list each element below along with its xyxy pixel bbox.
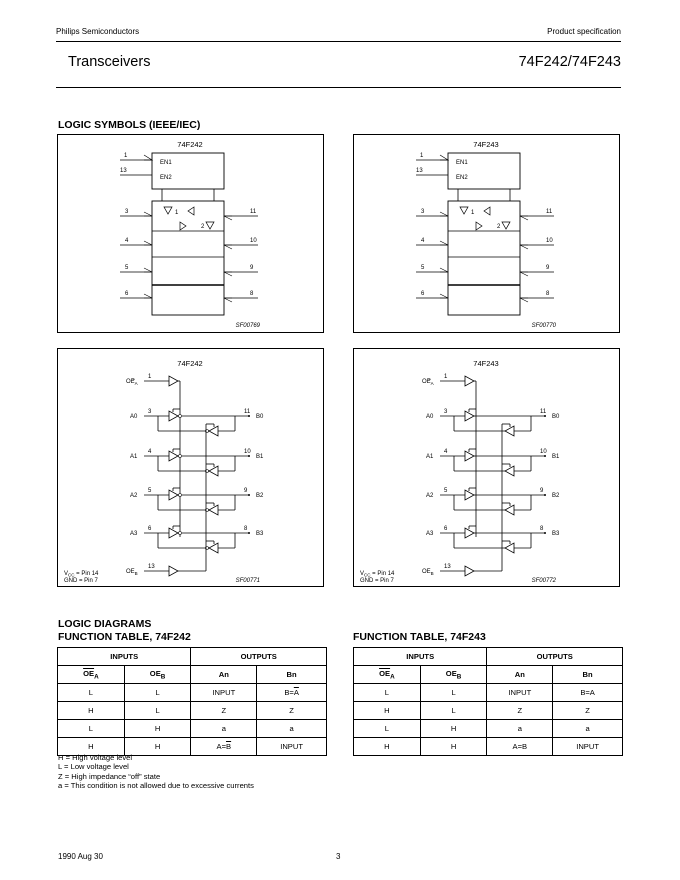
pin-label: 11 [546, 209, 553, 215]
drawing-code: SF00769 [235, 323, 260, 329]
part-number: 74F242/74F243 [518, 54, 621, 70]
note-a: a = This condition is not allowed due to excessive currents [58, 781, 254, 791]
outputs-header: OUTPUTS [191, 648, 327, 666]
pin-label: 6 [421, 291, 425, 297]
header-rule-top [56, 41, 621, 42]
pin-arrow [144, 212, 152, 216]
table-cell: L [354, 720, 421, 738]
vcc-text: V [64, 571, 69, 577]
en1-arrow [144, 155, 152, 160]
logic-diagram-74f242 [57, 348, 324, 587]
table-cell: INPUT [487, 684, 553, 702]
logic-symbol-74f243 [353, 134, 620, 333]
pin-label: 6 [444, 526, 448, 532]
table-cell: L [124, 702, 191, 720]
pin-arrow [520, 245, 528, 249]
table-cell: L [420, 702, 487, 720]
b-to-a-buffer [505, 466, 514, 476]
pin-label: 10 [540, 449, 547, 455]
b-to-a-buffer [209, 426, 218, 436]
a-to-b-buffer [465, 528, 474, 538]
pin-label: 1 [444, 374, 448, 380]
pin-label: 4 [421, 238, 425, 244]
pin-label: 5 [444, 488, 448, 494]
pin-label: 10 [244, 449, 251, 455]
buffer-triangle-right [180, 222, 186, 230]
table-cell: H [420, 720, 487, 738]
pin-label: 3 [125, 209, 129, 215]
invert-bubble [179, 415, 182, 418]
a-to-b-buffer [169, 411, 178, 421]
buffer-triangle-left [484, 207, 490, 215]
pin-label: 5 [421, 265, 425, 271]
pin-label: 11 [244, 409, 251, 415]
pin-label: 13 [120, 168, 127, 174]
gnd-label: GND = Pin 7 [360, 578, 394, 584]
pin-label: 9 [244, 488, 248, 494]
b-label: B3 [256, 531, 264, 537]
logic-diagram-drawing [354, 349, 619, 586]
table-cell: Z [553, 702, 623, 720]
en-label: EN2 [456, 175, 468, 181]
b-to-a-buffer [505, 426, 514, 436]
a-label: A0 [130, 414, 138, 420]
pin-label: 9 [546, 265, 550, 271]
invert-bubble [179, 455, 182, 458]
junction-dot [544, 532, 546, 534]
oea-label [126, 379, 138, 386]
note-h: H = High voltage level [58, 753, 133, 762]
oea-text: OE [126, 379, 135, 385]
pin-arrow [144, 241, 152, 245]
company-name: Philips Semiconductors [56, 27, 140, 36]
pin-arrow [440, 294, 448, 298]
table-cell: L [354, 684, 421, 702]
oeb-subscript: B [430, 571, 434, 576]
pin-label: 4 [444, 449, 448, 455]
vcc-rest: = Pin 14 [370, 571, 395, 577]
vcc-label [64, 571, 99, 578]
table-cell: a [191, 720, 257, 738]
table-row [354, 738, 623, 756]
table-cell: H [58, 738, 125, 756]
section-function-table-242: FUNCTION TABLE, 74F242 [58, 631, 191, 643]
oea-subscript: A [430, 381, 434, 386]
diagram-part-label: 74F243 [473, 359, 499, 368]
table-cell: a [553, 720, 623, 738]
a-to-b-buffer [169, 490, 178, 500]
col-oeb: $OE_B$ [420, 666, 487, 684]
outputs-header: OUTPUTS [487, 648, 623, 666]
table-cell: H [58, 702, 125, 720]
pin-arrow [224, 298, 232, 302]
table-cell: H [124, 738, 191, 756]
a-label: A1 [130, 454, 138, 460]
a-label: A2 [130, 493, 138, 499]
pin-label: 1 [124, 153, 128, 159]
junction-dot [248, 455, 250, 457]
oea-label [422, 379, 434, 386]
buffer-triangle-down [164, 207, 172, 214]
note-l: L = Low voltage level [58, 762, 129, 772]
table-cell: INPUT [257, 738, 327, 756]
pin-label: 8 [244, 526, 248, 532]
pin-label: 6 [125, 291, 129, 297]
a-label: A2 [426, 493, 434, 499]
oeb-text: OE [422, 569, 431, 575]
pin-label: 10 [546, 238, 553, 244]
table-cell: H [354, 702, 421, 720]
inputs-header: INPUTS [58, 648, 191, 666]
footer-date: 1990 Aug 30 [58, 852, 103, 861]
pin-arrow [520, 298, 528, 302]
oeb-text: OE [126, 569, 135, 575]
pin-label: 5 [148, 488, 152, 494]
invert-bubble [179, 532, 182, 535]
pin-label: 4 [125, 238, 129, 244]
b-label: B3 [552, 531, 560, 537]
b-to-a-buffer [209, 505, 218, 515]
inner-label: 1 [175, 210, 179, 216]
pin-label: 4 [148, 449, 152, 455]
pin-arrow [224, 216, 232, 220]
oea-buffer [465, 376, 474, 386]
table-cell: H [420, 738, 487, 756]
header-rule-bottom [56, 87, 621, 88]
pin-label: 5 [125, 265, 129, 271]
table-row [354, 684, 623, 702]
table-cell: a [487, 720, 553, 738]
b-to-a-buffer [505, 543, 514, 553]
table-cell: H [354, 738, 421, 756]
pin-arrow [440, 212, 448, 216]
invert-bubble [179, 494, 182, 497]
table-cell: a [257, 720, 327, 738]
col-oea: $\overline{OE}_A$ [58, 666, 125, 684]
b-label: B1 [256, 454, 264, 460]
b-to-a-buffer [505, 505, 514, 515]
drawing-code: SF00771 [235, 578, 260, 584]
pin-label: 6 [148, 526, 152, 532]
inner-label: 2 [201, 224, 205, 230]
col-an: An [191, 666, 257, 684]
col-oeb: $OE_B$ [124, 666, 191, 684]
table-cell: L [420, 684, 487, 702]
table-cell: Z [191, 702, 257, 720]
table-row [354, 720, 623, 738]
col-bn: Bn [257, 666, 327, 684]
table-cell: L [58, 720, 125, 738]
buffer-triangle-down [460, 207, 468, 214]
pin-label: 3 [148, 409, 152, 415]
logic-diagram-drawing [58, 349, 323, 586]
main-block [448, 201, 520, 315]
table-cell: Z [257, 702, 327, 720]
table-cell: H [124, 720, 191, 738]
note-z: Z = High impedance “off” state [58, 771, 161, 781]
logic-symbol-74f242 [57, 134, 324, 333]
table-cell: Z [487, 702, 553, 720]
col-oea: $\overline{OE}_A$ [354, 666, 421, 684]
pin-arrow [144, 294, 152, 298]
a-to-b-buffer [169, 528, 178, 538]
buffer-triangle-left [188, 207, 194, 215]
junction-dot [248, 494, 250, 496]
pin-label: 9 [250, 265, 254, 271]
pin-label: 8 [546, 291, 550, 297]
junction-dot [248, 415, 250, 417]
pin-label: 3 [444, 409, 448, 415]
b-label: B0 [256, 414, 264, 420]
pin-arrow [224, 245, 232, 249]
control-block [152, 153, 224, 189]
inverted-term: $\overline{A}$ [293, 688, 299, 697]
buffer-triangle-right [476, 222, 482, 230]
table-cell: B=A [553, 684, 623, 702]
pin-arrow [520, 216, 528, 220]
pin-arrow [224, 272, 232, 276]
col-bn: Bn [553, 666, 623, 684]
a-label: A3 [130, 531, 138, 537]
drawing-code: SF00770 [531, 323, 556, 329]
function-table-74f242 [57, 647, 327, 756]
pin-label: 8 [250, 291, 254, 297]
a-to-b-buffer [465, 490, 474, 500]
pin-label: 13 [444, 564, 451, 570]
b-label: B0 [552, 414, 560, 420]
table-row [58, 684, 327, 702]
inputs-header: INPUTS [354, 648, 487, 666]
symbol-part-label: 74F242 [177, 140, 203, 149]
pin-label: 13 [148, 564, 155, 570]
pin-label: 11 [540, 409, 547, 415]
document-title: Transceivers [68, 54, 151, 70]
section-function-table-243: FUNCTION TABLE, 74F243 [353, 631, 486, 643]
table-row [354, 702, 623, 720]
logic-symbol-drawing [58, 135, 323, 332]
vcc-text: V [360, 571, 365, 577]
inner-label: 1 [471, 210, 475, 216]
table-row [58, 702, 327, 720]
b-label: B2 [256, 493, 264, 499]
a-to-b-buffer [465, 451, 474, 461]
gnd-label: GND = Pin 7 [64, 578, 98, 584]
pin-arrow [440, 268, 448, 272]
en-label: EN1 [456, 160, 468, 166]
pin-label: 10 [250, 238, 257, 244]
section-logic-symbols: LOGIC SYMBOLS (IEEE/IEC) [58, 119, 201, 131]
a-label: A1 [426, 454, 434, 460]
a-to-b-buffer [169, 451, 178, 461]
table-cell: $B=\overline{A}$ [257, 684, 327, 702]
inverted-term: $\overline{B}$ [226, 742, 232, 751]
table-cell: $A=\overline{B}$ [191, 738, 257, 756]
vcc-label [360, 571, 395, 578]
oea-subscript: A [134, 381, 138, 386]
junction-dot [544, 415, 546, 417]
control-block [448, 153, 520, 189]
pin-label: 11 [250, 209, 257, 215]
pin-arrow [440, 241, 448, 245]
inner-label: 2 [497, 224, 501, 230]
a-to-b-buffer [465, 411, 474, 421]
buffer-triangle-down [206, 222, 214, 229]
function-table-74f243 [353, 647, 623, 756]
oea-text: OE [422, 379, 431, 385]
pin-arrow [520, 272, 528, 276]
logic-symbol-drawing [354, 135, 619, 332]
table-cell: L [124, 684, 191, 702]
en-label: EN1 [160, 160, 172, 166]
a-label: A3 [426, 531, 434, 537]
symbol-part-label: 74F243 [473, 140, 499, 149]
b-to-a-buffer [209, 466, 218, 476]
diagram-part-label: 74F242 [177, 359, 203, 368]
buffer-triangle-down [502, 222, 510, 229]
junction-dot [248, 532, 250, 534]
oea-buffer [169, 376, 178, 386]
b-label: B2 [552, 493, 560, 499]
vcc-subscript: CC [364, 572, 371, 578]
table-cell: L [58, 684, 125, 702]
pin-arrow [144, 268, 152, 272]
oeb-buffer [169, 566, 178, 576]
oeb-label [126, 569, 138, 576]
en1-arrow [440, 155, 448, 160]
col-an: An [487, 666, 553, 684]
pin-label: 9 [540, 488, 544, 494]
pin-label: 1 [420, 153, 424, 159]
b-label: B1 [552, 454, 560, 460]
oeb-subscript: B [134, 571, 138, 576]
table-cell: INPUT [553, 738, 623, 756]
pin-label: 13 [416, 168, 423, 174]
oeb-buffer [465, 566, 474, 576]
pin-label: 8 [540, 526, 544, 532]
table-cell: A=B [487, 738, 553, 756]
document-type: Product specification [547, 27, 621, 36]
table-row [58, 720, 327, 738]
table-cell: INPUT [191, 684, 257, 702]
vcc-rest: = Pin 14 [74, 571, 99, 577]
junction-dot [544, 455, 546, 457]
main-block [152, 201, 224, 315]
junction-dot [544, 494, 546, 496]
oeb-label [422, 569, 434, 576]
section-logic-diagrams: LOGIC DIAGRAMS [58, 618, 152, 630]
drawing-code: SF00772 [531, 578, 556, 584]
pin-label: 3 [421, 209, 425, 215]
logic-diagram-74f243 [353, 348, 620, 587]
b-to-a-buffer [209, 543, 218, 553]
page-number: 3 [336, 852, 341, 861]
a-label: A0 [426, 414, 434, 420]
pin-label: 1 [148, 374, 152, 380]
vcc-subscript: CC [68, 572, 75, 578]
en-label: EN2 [160, 175, 172, 181]
table-notes [58, 753, 254, 791]
